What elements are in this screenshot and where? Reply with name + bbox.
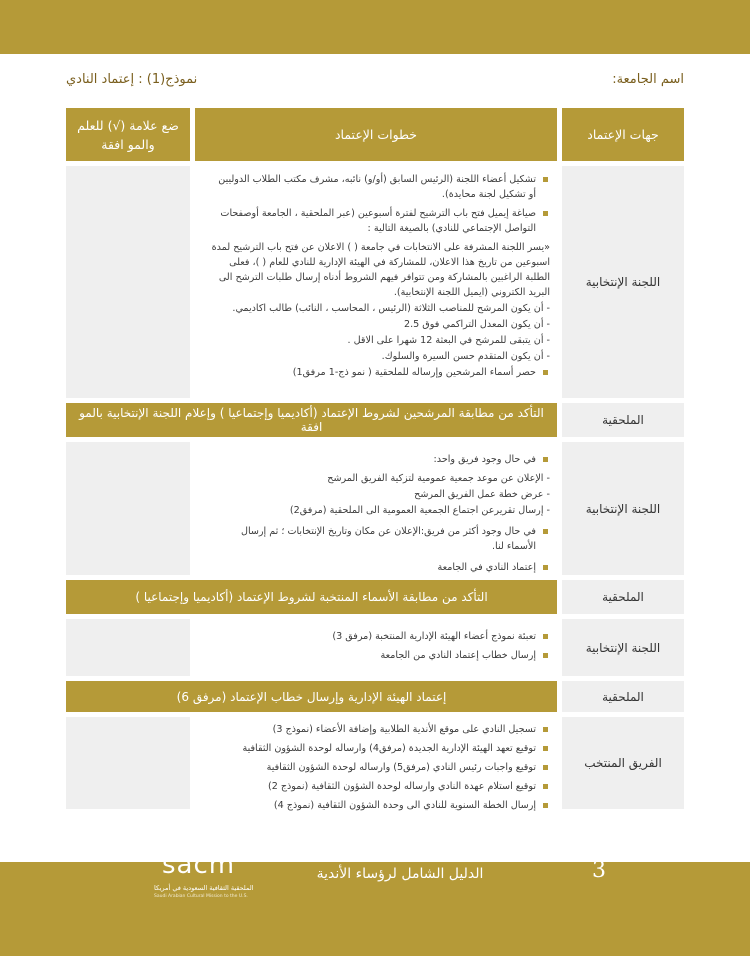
section-5-steps (210, 629, 550, 667)
section-3-body: اللجنة الإنتخابية (562, 442, 684, 575)
section-1-steps (210, 172, 550, 384)
sacm-logo (148, 848, 258, 904)
section-4-body: الملحقية (562, 580, 684, 614)
section-6-bar: إعتماد الهيئة الإدارية وإرسال خطاب الإعتماد (مرفق 6) (66, 681, 557, 712)
logo-english-text: Saudi Arabian Cultural Mission to the U.S. (154, 894, 248, 899)
footer-band (0, 826, 750, 956)
section-3-bullet-3: إعتماد النادي في الجامعة (210, 560, 550, 575)
section-1-body: اللجنة الإنتخابية (562, 166, 684, 398)
section-7-steps (210, 722, 550, 817)
section-1-condition-3: - أن يتبقى للمرشح في البعثة 12 شهرا على الاقل . (347, 335, 550, 346)
section-5-bullet-1: تعبئة نموذج أعضاء الهيئة الإدارية المنتخبة (مرفق 3) (210, 629, 550, 644)
section-1-condition-4: - أن يكون المتقدم حسن السيرة والسلوك. (381, 351, 550, 362)
section-3-check-cell[interactable] (66, 442, 190, 575)
section-7-bullet-1: تسجيل النادي على موقع الأندية الطلابية وإضافة الأعضاء (نموذج 3) (210, 722, 550, 737)
section-5-bullet-2: إرسال خطاب إعتماد النادي من الجامعة (210, 648, 550, 663)
section-6-body: الملحقية (562, 681, 684, 712)
logo-wordmark: sacm (162, 850, 236, 880)
section-3-item-2: - عرض خطة عمل الفريق المرشح (414, 489, 550, 500)
column-header-steps: خطوات الإعتماد (195, 108, 557, 161)
section-7-body: الفريق المنتخب (562, 717, 684, 809)
section-1-condition-1: - أن يكون المرشح للمناصب الثلاثة (الرئيس ، المحاسب ، النائب) طالب اكاديمي. (232, 303, 550, 314)
section-7-bullet-3: توقيع واجبات رئيس النادي (مرفق5) وارساله لوحدة الشؤون الثقافية (210, 760, 550, 775)
page-number: 3 (592, 858, 606, 883)
section-1-condition-2: - أن يكون المعدل التراكمي فوق 2.5 (403, 319, 550, 330)
form-label: نموذج(1) : إعتماد النادي (66, 72, 198, 87)
section-2-bar: التأكد من مطابقة المرشحين لشروط الإعتماد (أكاديميا وإجتماعيا ) وإعلام اللجنة الإنتخابية بالمو افقة (66, 403, 557, 437)
logo-arabic-text: الملحقية الثقافية السعودية في أمريكا (154, 884, 254, 892)
footer-title: الدليل الشامل لرؤساء الأندية (316, 866, 484, 882)
section-1-bullet-2: صياغة إيميل فتح باب الترشيح لفترة أسبوعين (عبر الملحقية ، الجامعة أوصفحات التواصل الإجتماعي للنادي) بالصيغة التالية : (210, 206, 550, 236)
section-3-bullet-1: في حال وجود فريق واحد: (210, 452, 550, 467)
header-line (66, 68, 684, 92)
university-label: اسم الجامعة: (612, 72, 684, 87)
section-5-check-cell[interactable] (66, 619, 190, 676)
section-2-body: الملحقية (562, 403, 684, 437)
section-1-check-cell[interactable] (66, 166, 190, 398)
column-header-check: ضع علامة (√) للعلم والمو افقة (66, 108, 190, 161)
section-1-bullet-3: حصر أسماء المرشحين وإرساله للملحقية ( نمو ذج-1 مرفق1) (210, 365, 550, 380)
section-3-item-1: - الإعلان عن موعد جمعية عمومية لتزكية الفريق المرشح (327, 473, 550, 484)
section-3-item-3: - إرسال تقريرعن اجتماع الجمعية العمومية الى الملحقية (مرفق2) (289, 505, 550, 516)
section-4-bar: التأكد من مطابقة الأسماء المنتخبة لشروط الإعتماد (أكاديميا وإجتماعيا ) (66, 580, 557, 614)
section-7-bullet-5: إرسال الخطة السنوية للنادي الى وحدة الشؤون الثقافية (نموذج 4) (210, 798, 550, 813)
section-1-announcement: «يسر اللجنة المشرفة على الانتخابات في جامعة ( ) الاعلان عن فتح باب الترشيح لمدة اسبوعين من تاريخ هذا الاعلان، للمشاركة في الهيئة الإدارية للنادي للعام ( )، فعلى الطلبة الراغبين بالمشاركة ومن تتوافر فيهم الشروط أدناه إرسال طلبات الترشح الى البريد الكتروني (ايميل اللجنة الإنتخابية). (211, 242, 550, 298)
section-5-body: اللجنة الإنتخابية (562, 619, 684, 676)
section-7-bullet-2: توقيع تعهد الهيئة الإدارية الجديدة (مرفق4) وارساله لوحدة الشؤون الثقافية (210, 741, 550, 756)
section-3-steps (210, 452, 550, 579)
section-7-check-cell[interactable] (66, 717, 190, 809)
section-1-bullet-1: تشكيل أعضاء اللجنة (الرئيس السابق (أو/و) نائبه، مشرف مكتب الطلاب الدوليين أو تشكيل لجنة محايدة). (210, 172, 550, 202)
section-3-bullet-2: في حال وجود أكثر من فريق:الإعلان عن مكان وتاريخ الإنتخابات ؛ ثم إرسال الأسماء لنا. (210, 524, 550, 554)
top-band (0, 0, 750, 54)
column-header-bodies: جهات الإعتماد (562, 108, 684, 161)
section-7-bullet-4: توقيع استلام عهدة النادي وارساله لوحدة الشؤون الثقافية (نموذج 2) (210, 779, 550, 794)
